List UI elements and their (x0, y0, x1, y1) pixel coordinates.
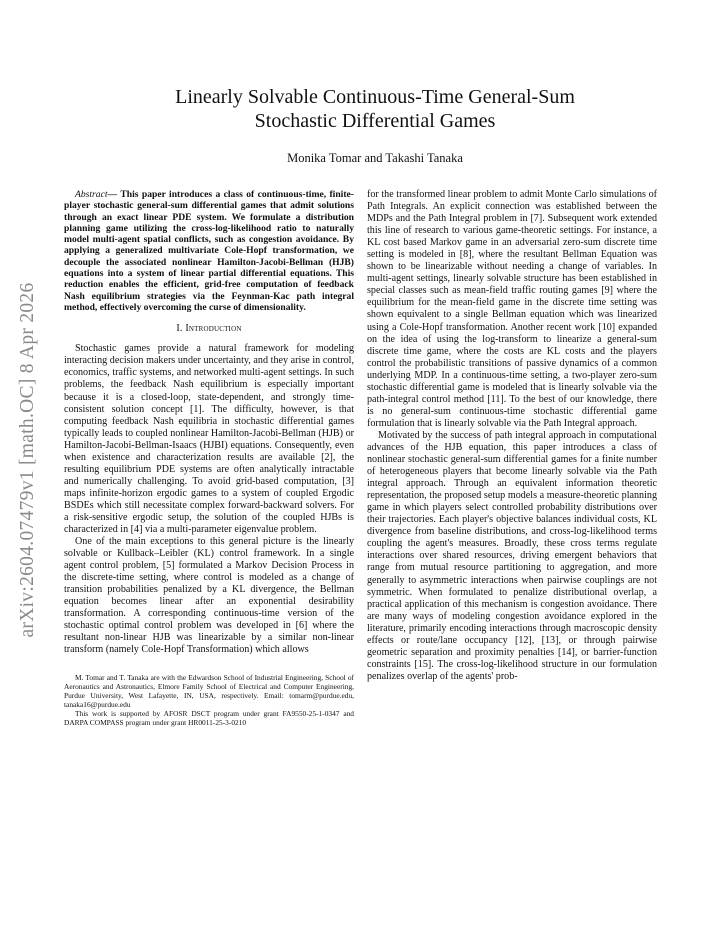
left-column (64, 189, 354, 727)
paper-title (70, 85, 680, 133)
abstract-label: Abstract (75, 189, 108, 200)
section-heading (64, 323, 354, 335)
intro-paragraph-2: One of the main exceptions to this general picture is the linearly solvable or Kullback–Leibler (KL) control framework. In a single agent control problem, [5] formulated a Markov Decision Process in the discrete-time setting, where control is modeled as a change of transition probabilities penalized by a KL divergence, the Bellman equation becomes linear after an exponential desirability transformation. A corresponding continuous-time version of the stochastic optimal control problem was developed in [6] where the resultant non-linear HJB was linearizable by a similar non-linear transform (namely Cole-Hopf Transformation) which allows (64, 536, 354, 656)
intro-paragraph-1: Stochastic games provide a natural framework for modeling interacting decision makers under uncertainty, and they arise in control, economics, traffic systems, and networked multi-agent settings. In such problems, the feedback Nash equilibrium is especially important because it is a closed-loop, state-dependent, and strongly time-consistent solution concept [1]. The difficulty, however, is that computing feedback Nash equilibria in stochastic differential games typically leads to coupled nonlinear Hamilton-Jacobi-Bellman (HJB) or Hamilton-Jacobi-Bellman-Isaacs (HJBI) equations. Consequently, even when existence and characterization results are available [2], the resulting equilibrium PDE systems are often analytically intractable and numerically challenging. To avoid grid-based computation, [3] maps infinite-horizon ergodic games to a system of coupled Ergodic BSDEs which still necessitate complex forward-backward solvers. For a risk-sensitive ergodic setup, the solution of the coupled HJBs is characterized in [4] via a multi-parameter eigenvalue problem. (64, 343, 354, 536)
abstract (64, 189, 354, 313)
section-number: I. (176, 323, 183, 335)
arxiv-identifier: arXiv:2604.07479v1 [math.OC] 8 Apr 2026 (17, 282, 38, 638)
abstract-text: — This paper introduces a class of continuous-time, finite-player stochastic general-sum differential games that admit solutions through an exact linear PDE system. We formulate a distribution planning game utilizing the cross-log-likelihood ratio to naturally model multi-agent spatial conflicts, such as congestion avoidance. By applying a generalized multivariate Cole-Hopf transformation, we decouple the associated nonlinear Hamilton-Jacobi-Bellman (HJB) equations into a system of linear partial differential equations. This reduction enables the efficient, grid-free computation of feedback Nash equilibrium strategies via the Feynman-Kac path integral method, effectively overcoming the curse of dimensionality. (64, 189, 354, 313)
section-title: Introduction (185, 323, 242, 335)
footnote-affiliation: M. Tomar and T. Tanaka are with the Edwardson School of Industrial Engineering, School of Aeronautics and Astronautics, Elmore Family School of Electrical and Computer Engineering, Purdue University, West Lafayette, IN, USA, respectively. Email: tomarm@purdue.edu, tanaka16@purdue.edu (64, 672, 354, 709)
title-line-2: Stochastic Differential Games (254, 110, 496, 132)
footnote-funding: This work is supported by AFOSR DSCT program under grant FA9550-25-1-0347 and DARPA COMPASS program under grant HR0011-25-3-0210 (64, 708, 354, 727)
arxiv-stamp (8, 240, 48, 680)
intro-paragraph-3: for the transformed linear problem to admit Monte Carlo simulations of Path Integrals. An explicit connection was established between the MDPs and the Path Integral problem in [7]. Subsequent work extended this line of research to various game-theoretic settings. For instance, a KL cost based Markov game in an adversarial zero-sum discrete time setting is modeled in [8], where the resultant Bellman Equation was shown to be linearizable without needing a change of variables. In multi-agent settings, linearly solvable structure has been established in special classes such as mean-field traffic routing games [9] where the equilibrium for the mean-field game in the discrete time setting was shown equivalent to a single Bellman equation which was linearized using a Cole-Hopf transformation. Another recent work [10] expanded on the idea of using the log-transform to linearize a general-sum discrete time game, where the costs are KL costs and the players control the probabilistic transitions of passive dynamics of a common underlying MDP. In a continuous-time setting, a two-player zero-sum stochastic differential game is modeled that is linearly solvable via the path-integral control method [11]. To the best of our knowledge, there is no general-sum continuous-time stochastic differential game formulation that is linearly solvable via the Path Integral approach. (367, 189, 657, 429)
title-line-1: Linearly Solvable Continuous-Time General-Sum (175, 86, 575, 108)
right-column (367, 189, 657, 683)
authors: Monika Tomar and Takashi Tanaka (287, 151, 463, 165)
intro-paragraph-4: Motivated by the success of path integral approach in computational advances of the HJB equation, this paper introduces a class of nonlinear stochastic general-sum differential games for a finite number of heterogeneous players that become linearly solvable via the Path integral approach. Through an equivalent information theoretic representation, the proposed setup models a measure-theoretic planning game in which players select controlled probability distributions over their trajectories. Each player's objective balances individual costs, KL divergence from baseline distributions, and cross-log-likelihood terms coupling the agent's measures. Broadly, these cross terms regulate interactions over shared resources, driving emergent behaviors that range from mutual resource partitioning to aggregation, and more generally to asymmetric interactions when pairwise couplings are not symmetric. When formulated to penalize distributional overlap, a practical application of this mechanism is congestion avoidance. There are many ways of modeling congestion avoidance explored in the literature, primarily encoding interactions through macroscopic density effects or route/lane occupancy [12], [13], or through pairwise geometric separation and proximity penalties [14], or barrier-function constraints [15]. The cross-log-likelihood structure in our formulation penalizes overlap of the agents' prob- (367, 429, 657, 682)
